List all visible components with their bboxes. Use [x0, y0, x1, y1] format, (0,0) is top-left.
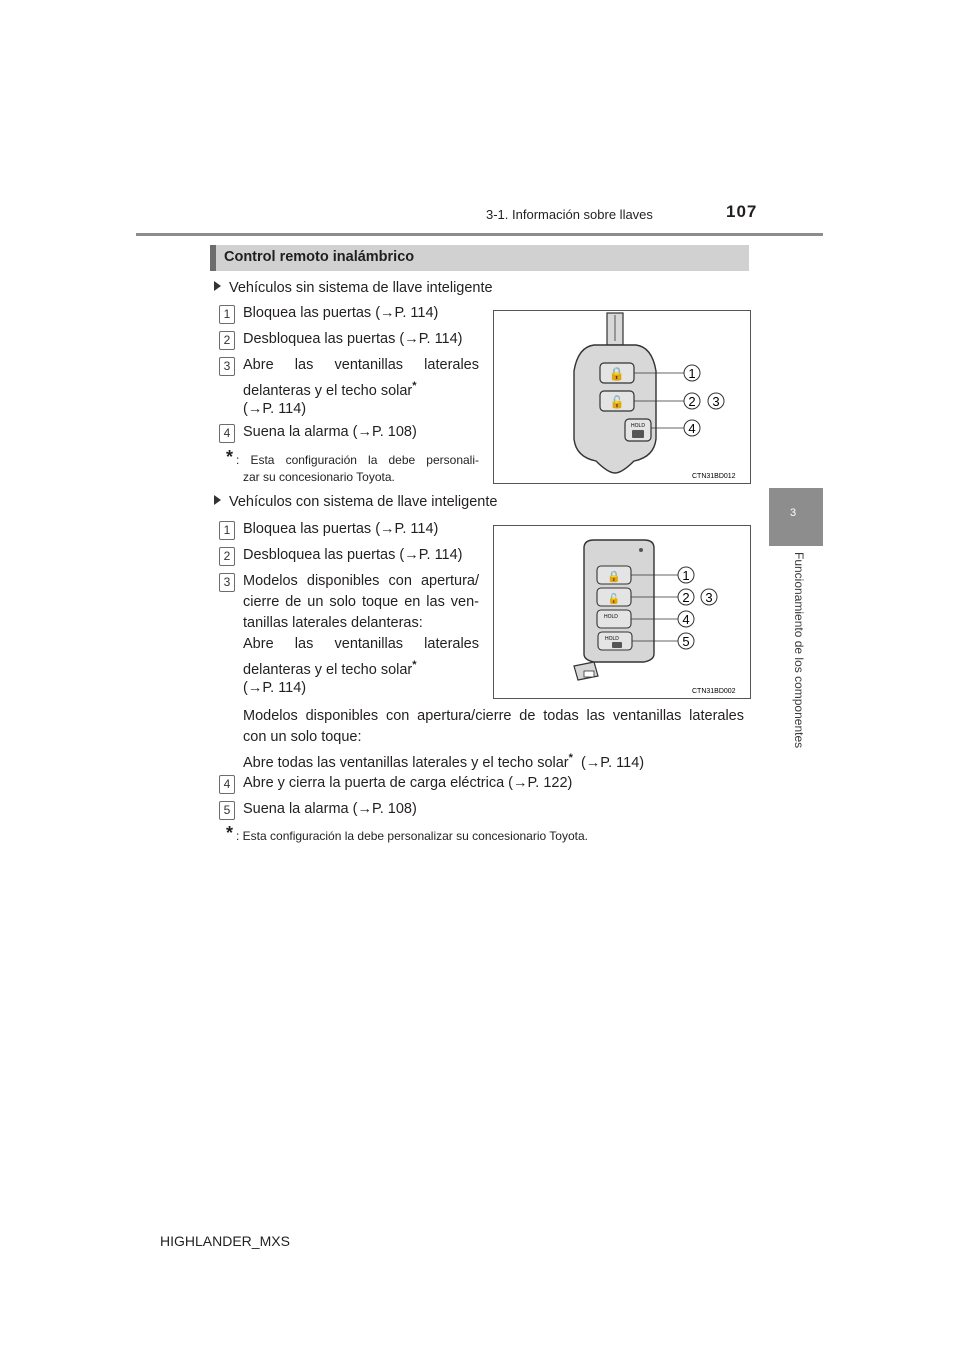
item-text-line: Abre las ventanillas laterales — [243, 636, 479, 652]
item-number: 4 — [219, 775, 235, 794]
section-heading: Control remoto inalámbrico — [224, 249, 415, 265]
item-text-line: (→P. 114) — [243, 401, 307, 417]
item-text: Bloquea las puertas (→P. 114) — [243, 521, 439, 537]
note-star: * — [226, 447, 234, 467]
item-number: 2 — [219, 547, 235, 566]
item-text-fragment: delanteras y el techo solar — [243, 661, 413, 678]
triangle-bullet-icon — [214, 281, 221, 291]
item-number: 2 — [219, 331, 235, 350]
item-text: Desbloquea las puertas (→P. 114) — [243, 331, 463, 347]
item-text-line: tanillas laterales delanteras: — [243, 615, 423, 631]
key-figure-2 — [493, 525, 751, 699]
callout-2: 2 — [682, 590, 690, 605]
item-number: 1 — [219, 305, 235, 324]
svg-text:🔒: 🔒 — [608, 367, 626, 382]
section-heading-bar — [210, 245, 749, 271]
note-line: zar su concesionario Toyota. — [243, 470, 395, 484]
block2-heading — [214, 492, 497, 513]
item-text-line — [243, 655, 417, 681]
item-text: Suena la alarma (→P. 108) — [243, 424, 417, 440]
hold-label: HOLD — [631, 423, 645, 429]
callout-3: 3 — [712, 394, 720, 409]
callout-2: 2 — [688, 394, 696, 409]
item-text: Desbloquea las puertas (→P. 114) — [243, 547, 463, 563]
callout-1: 1 — [688, 366, 696, 381]
asterisk-note-marker: * — [412, 659, 417, 671]
asterisk-note-marker: * — [412, 380, 417, 392]
key-figure-1 — [493, 310, 751, 484]
item-number: 1 — [219, 521, 235, 540]
callout-5: 5 — [682, 634, 690, 649]
svg-text:🔓: 🔓 — [607, 594, 621, 605]
section-title: 3-1. Información sobre llaves — [486, 207, 653, 222]
block2-heading-text: Vehículos con sistema de llave inteligente — [229, 494, 498, 510]
item-number: 5 — [219, 801, 235, 820]
item-text-line: con un solo toque: — [243, 729, 362, 745]
callout-3: 3 — [705, 590, 713, 605]
chapter-side-label-text: Funcionamiento de los componentes — [792, 552, 806, 749]
item-text: Abre y cierra la puerta de carga eléctrica (→P. 122) — [243, 775, 573, 791]
chapter-tab-number: 3 — [790, 507, 797, 519]
smart-key-illustration — [494, 526, 750, 698]
page-number: 107 — [726, 202, 758, 221]
item-text-line — [243, 748, 644, 774]
figure-code: CTN31BD012 — [692, 473, 736, 480]
item-text-line: Modelos disponibles con apertura/ — [243, 573, 479, 589]
chapter-side-label — [774, 552, 806, 767]
hold-label: HOLD — [605, 636, 619, 642]
note-line: : Esta configuración la debe personali- — [236, 453, 479, 467]
item-text-line — [243, 376, 417, 402]
note-star: * — [226, 823, 234, 843]
svg-text:🔒: 🔒 — [607, 570, 621, 583]
callout-4: 4 — [682, 612, 690, 627]
hold-label: HOLD — [604, 614, 618, 620]
callout-1: 1 — [682, 568, 690, 583]
item-text-line: cierre de un solo toque en las ven- — [243, 594, 479, 610]
note-line: : Esta configuración la debe personalizar su concesionario Toyota. — [236, 829, 588, 843]
item-text-fragment: delanteras y el techo solar — [243, 382, 413, 399]
svg-text:🔓: 🔓 — [609, 395, 625, 409]
item-text-line: Abre las ventanillas laterales — [243, 357, 479, 373]
triangle-bullet-icon — [214, 495, 221, 505]
header-rule — [136, 233, 823, 236]
figure-code: CTN31BD002 — [692, 688, 736, 695]
item-text-line: (→P. 114) — [243, 680, 307, 696]
item-text-fragment: (→P. 114) — [580, 754, 645, 771]
item-text-line: Modelos disponibles con apertura/cierre de todas las ventanillas laterales — [243, 708, 744, 724]
item-text-fragment: Abre todas las ventanillas laterales y el techo solar — [243, 754, 569, 771]
item-text: Suena la alarma (→P. 108) — [243, 801, 417, 817]
remote-key-illustration — [494, 311, 750, 483]
callout-4: 4 — [688, 421, 696, 436]
item-number: 3 — [219, 357, 235, 376]
asterisk-note-marker: * — [568, 752, 573, 764]
item-number: 4 — [219, 424, 235, 443]
item-number: 3 — [219, 573, 235, 592]
document-footer: HIGHLANDER_MXS — [160, 1233, 290, 1249]
item-text: Bloquea las puertas (→P. 114) — [243, 305, 439, 321]
block1-heading-text: Vehículos sin sistema de llave inteligente — [229, 280, 493, 296]
block1-heading — [214, 278, 493, 299]
